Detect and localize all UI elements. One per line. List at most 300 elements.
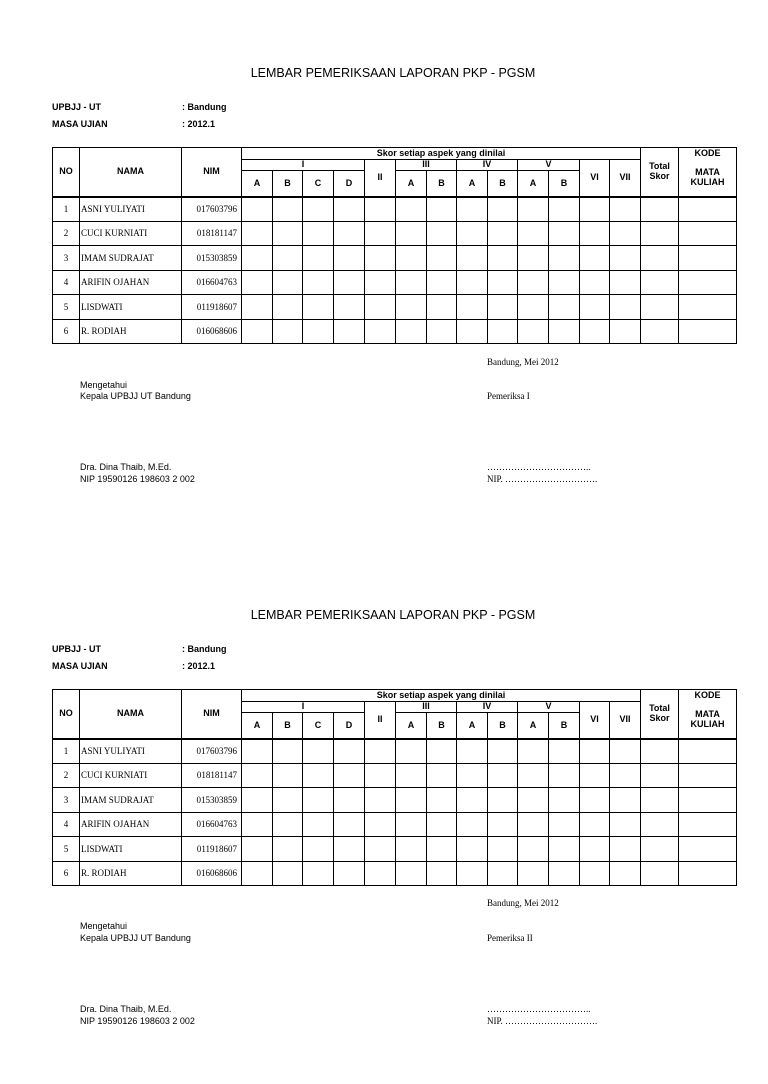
table-row — [53, 197, 737, 222]
score-cell[interactable] — [273, 221, 303, 246]
score-cell[interactable] — [334, 861, 365, 886]
score-cell[interactable] — [273, 319, 303, 344]
table-body — [53, 197, 737, 344]
score-cell[interactable] — [303, 295, 334, 320]
score-cell[interactable] — [303, 270, 334, 295]
row-nim-cell: 017603796 — [182, 739, 242, 764]
score-cell[interactable] — [273, 197, 303, 222]
score-cell[interactable] — [365, 221, 396, 246]
score-cell[interactable] — [242, 763, 273, 788]
score-cell[interactable] — [488, 197, 518, 222]
score-cell[interactable] — [610, 319, 641, 344]
sub-header: A — [396, 713, 427, 739]
score-cell[interactable] — [457, 270, 488, 295]
score-cell[interactable] — [273, 788, 303, 813]
sub-header: B — [427, 713, 457, 739]
score-cell[interactable] — [549, 221, 580, 246]
row-nama-cell: R. RODIAH — [80, 319, 182, 344]
sub-header: A — [242, 171, 273, 197]
sub-header: A — [457, 171, 488, 197]
score-cell[interactable] — [610, 221, 641, 246]
score-cell[interactable] — [427, 788, 457, 813]
aspect-vi-header: VI — [580, 160, 610, 197]
row-no-cell: 3 — [53, 788, 80, 813]
score-cell[interactable] — [457, 246, 488, 271]
score-cell[interactable] — [641, 221, 679, 246]
score-cell[interactable] — [242, 295, 273, 320]
masa-value: : 2012.1 — [182, 661, 216, 671]
score-cell[interactable] — [679, 319, 737, 344]
score-cell[interactable] — [580, 246, 610, 271]
signer-nip: NIP 19590126 198603 2 002 — [80, 1016, 195, 1026]
score-cell[interactable] — [334, 221, 365, 246]
score-cell[interactable] — [273, 270, 303, 295]
row-nim-cell: 015303859 — [182, 788, 242, 813]
sheet-2 — [0, 542, 768, 1084]
sub-header: B — [273, 171, 303, 197]
score-cell[interactable] — [549, 763, 580, 788]
score-cell[interactable] — [457, 861, 488, 886]
table-row — [53, 270, 737, 295]
score-cell[interactable] — [549, 812, 580, 837]
score-cell[interactable] — [549, 270, 580, 295]
score-cell[interactable] — [610, 788, 641, 813]
score-cell[interactable] — [488, 319, 518, 344]
table-row — [53, 763, 737, 788]
score-cell[interactable] — [610, 861, 641, 886]
row-nama-cell: IMAM SUDRAJAT — [80, 788, 182, 813]
row-nim-cell: 016604763 — [182, 270, 242, 295]
score-table — [52, 689, 737, 886]
aspect-iv-header: IV — [457, 160, 518, 171]
score-cell[interactable] — [242, 788, 273, 813]
score-cell[interactable] — [641, 763, 679, 788]
score-cell[interactable] — [396, 270, 427, 295]
score-cell[interactable] — [549, 861, 580, 886]
score-cell[interactable] — [610, 763, 641, 788]
score-cell[interactable] — [242, 861, 273, 886]
score-cell[interactable] — [365, 246, 396, 271]
aspect-ii-header: II — [365, 160, 396, 197]
aspect-iii-header: III — [396, 702, 457, 713]
table-body — [53, 739, 737, 886]
score-cell[interactable] — [518, 295, 549, 320]
kepala-label: Kepala UPBJJ UT Bandung — [80, 391, 191, 401]
score-cell[interactable] — [488, 837, 518, 862]
table-row — [53, 221, 737, 246]
score-cell[interactable] — [641, 295, 679, 320]
score-cell[interactable] — [396, 246, 427, 271]
score-cell[interactable] — [457, 812, 488, 837]
score-cell[interactable] — [549, 739, 580, 764]
score-cell[interactable] — [427, 270, 457, 295]
score-cell[interactable] — [679, 270, 737, 295]
score-cell[interactable] — [518, 197, 549, 222]
score-cell[interactable] — [679, 788, 737, 813]
row-no-cell: 4 — [53, 812, 80, 837]
score-cell[interactable] — [580, 861, 610, 886]
masa-label: MASA UJIAN — [52, 119, 108, 129]
score-cell[interactable] — [457, 295, 488, 320]
score-cell[interactable] — [457, 837, 488, 862]
score-cell[interactable] — [518, 221, 549, 246]
row-nim-cell: 016068606 — [182, 319, 242, 344]
aspect-vii-header: VII — [610, 702, 641, 739]
mata-kuliah-header: MATA KULIAH — [679, 702, 737, 739]
score-cell[interactable] — [396, 812, 427, 837]
score-cell[interactable] — [396, 197, 427, 222]
score-cell[interactable] — [518, 739, 549, 764]
row-nim-cell: 015303859 — [182, 246, 242, 271]
masa-label: MASA UJIAN — [52, 661, 108, 671]
score-cell[interactable] — [580, 739, 610, 764]
score-cell[interactable] — [679, 812, 737, 837]
row-nama-cell: LISDWATI — [80, 295, 182, 320]
masa-value: : 2012.1 — [182, 119, 216, 129]
score-cell[interactable] — [427, 319, 457, 344]
row-no-cell: 2 — [53, 763, 80, 788]
score-cell[interactable] — [488, 788, 518, 813]
mengetahui-label: Mengetahui — [80, 380, 128, 390]
row-nim-cell: 011918607 — [182, 295, 242, 320]
score-cell[interactable] — [273, 812, 303, 837]
table-row — [53, 295, 737, 320]
row-no-cell: 5 — [53, 295, 80, 320]
score-cell[interactable] — [273, 739, 303, 764]
row-nama-cell: CUCI KURNIATI — [80, 221, 182, 246]
score-cell[interactable] — [334, 788, 365, 813]
score-cell[interactable] — [334, 246, 365, 271]
score-cell[interactable] — [549, 837, 580, 862]
sub-header: C — [303, 171, 334, 197]
row-nama-cell: CUCI KURNIATI — [80, 763, 182, 788]
score-cell[interactable] — [334, 739, 365, 764]
score-cell[interactable] — [641, 739, 679, 764]
page-title: LEMBAR PEMERIKSAAN LAPORAN PKP - PGSM — [250, 66, 536, 80]
score-cell[interactable] — [549, 197, 580, 222]
score-cell[interactable] — [273, 246, 303, 271]
score-cell[interactable] — [365, 319, 396, 344]
total-skor-header: Total Skor — [641, 690, 679, 739]
score-cell[interactable] — [334, 837, 365, 862]
sub-header: B — [549, 171, 580, 197]
score-cell[interactable] — [427, 246, 457, 271]
score-cell[interactable] — [242, 246, 273, 271]
score-cell[interactable] — [641, 837, 679, 862]
score-cell[interactable] — [488, 221, 518, 246]
score-cell[interactable] — [488, 763, 518, 788]
score-cell[interactable] — [580, 812, 610, 837]
score-cell[interactable] — [303, 763, 334, 788]
score-cell[interactable] — [334, 197, 365, 222]
upbjj-label: UPBJJ - UT — [52, 644, 102, 654]
aspect-vii-header: VII — [610, 160, 641, 197]
table-row — [53, 812, 737, 837]
score-cell[interactable] — [518, 812, 549, 837]
score-cell[interactable] — [518, 319, 549, 344]
sub-header: B — [273, 713, 303, 739]
row-no-cell: 6 — [53, 861, 80, 886]
sub-header: B — [488, 713, 518, 739]
score-cell[interactable] — [641, 812, 679, 837]
col-no-header: NO — [53, 690, 80, 739]
aspect-v-header: V — [518, 702, 580, 713]
skor-header: Skor setiap aspek yang dinilai — [242, 148, 641, 160]
sub-header: A — [518, 713, 549, 739]
score-cell[interactable] — [457, 319, 488, 344]
aspect-vi-header: VI — [580, 702, 610, 739]
upbjj-value: : Bandung — [182, 102, 227, 112]
score-cell[interactable] — [518, 270, 549, 295]
score-cell[interactable] — [242, 197, 273, 222]
pemeriksa-label: Pemeriksa I — [487, 391, 530, 401]
row-no-cell: 3 — [53, 246, 80, 271]
sub-header: A — [457, 713, 488, 739]
score-cell[interactable] — [679, 763, 737, 788]
score-cell[interactable] — [549, 788, 580, 813]
table-row — [53, 861, 737, 886]
score-cell[interactable] — [365, 788, 396, 813]
row-no-cell: 5 — [53, 837, 80, 862]
score-cell[interactable] — [580, 295, 610, 320]
score-cell[interactable] — [427, 837, 457, 862]
score-cell[interactable] — [488, 295, 518, 320]
aspect-v-header: V — [518, 160, 580, 171]
row-no-cell: 1 — [53, 197, 80, 222]
score-cell[interactable] — [303, 812, 334, 837]
table-row — [53, 246, 737, 271]
row-no-cell: 6 — [53, 319, 80, 344]
row-nim-cell: 011918607 — [182, 837, 242, 862]
row-nama-cell: ASNI YULIYATI — [80, 739, 182, 764]
score-cell[interactable] — [488, 246, 518, 271]
blank-nip-line: NIP. …………………………. — [487, 474, 598, 484]
col-nim-header: NIM — [182, 690, 242, 739]
row-nim-cell: 018181147 — [182, 763, 242, 788]
row-nama-cell: LISDWATI — [80, 837, 182, 862]
sub-header: B — [549, 713, 580, 739]
score-cell[interactable] — [334, 763, 365, 788]
score-cell[interactable] — [303, 197, 334, 222]
upbjj-label: UPBJJ - UT — [52, 102, 102, 112]
score-cell[interactable] — [518, 861, 549, 886]
mengetahui-label: Mengetahui — [80, 921, 128, 931]
page-title: LEMBAR PEMERIKSAAN LAPORAN PKP - PGSM — [250, 608, 536, 622]
score-cell[interactable] — [580, 837, 610, 862]
score-cell[interactable] — [427, 197, 457, 222]
score-cell[interactable] — [488, 739, 518, 764]
sub-header: C — [303, 713, 334, 739]
score-cell[interactable] — [610, 295, 641, 320]
score-cell[interactable] — [641, 270, 679, 295]
score-cell[interactable] — [242, 812, 273, 837]
col-nama-header: NAMA — [80, 148, 182, 197]
score-cell[interactable] — [610, 197, 641, 222]
score-cell[interactable] — [303, 739, 334, 764]
score-cell[interactable] — [641, 197, 679, 222]
skor-header: Skor setiap aspek yang dinilai — [242, 690, 641, 702]
score-cell[interactable] — [679, 861, 737, 886]
row-nama-cell: ASNI YULIYATI — [80, 197, 182, 222]
aspect-ii-header: II — [365, 702, 396, 739]
blank-name-line: …………………………….. — [487, 1004, 591, 1014]
score-cell[interactable] — [396, 295, 427, 320]
score-cell[interactable] — [679, 197, 737, 222]
score-cell[interactable] — [610, 739, 641, 764]
place-date: Bandung, Mei 2012 — [487, 898, 559, 908]
score-cell[interactable] — [518, 788, 549, 813]
row-nim-cell: 018181147 — [182, 221, 242, 246]
score-cell[interactable] — [303, 861, 334, 886]
table-row — [53, 837, 737, 862]
score-cell[interactable] — [518, 763, 549, 788]
score-cell[interactable] — [641, 319, 679, 344]
place-date: Bandung, Mei 2012 — [487, 357, 559, 367]
score-cell[interactable] — [334, 295, 365, 320]
score-cell[interactable] — [242, 739, 273, 764]
score-cell[interactable] — [365, 739, 396, 764]
score-cell[interactable] — [457, 197, 488, 222]
score-cell[interactable] — [549, 295, 580, 320]
score-cell[interactable] — [641, 788, 679, 813]
score-cell[interactable] — [610, 246, 641, 271]
score-cell[interactable] — [488, 812, 518, 837]
score-cell[interactable] — [518, 246, 549, 271]
score-cell[interactable] — [580, 221, 610, 246]
score-cell[interactable] — [365, 837, 396, 862]
score-cell[interactable] — [396, 739, 427, 764]
aspect-i-header: I — [242, 160, 365, 171]
table-row — [53, 739, 737, 764]
score-cell[interactable] — [679, 837, 737, 862]
row-nama-cell: R. RODIAH — [80, 861, 182, 886]
score-cell[interactable] — [641, 861, 679, 886]
score-cell[interactable] — [427, 221, 457, 246]
score-cell[interactable] — [242, 837, 273, 862]
sub-header: A — [518, 171, 549, 197]
sub-header: A — [242, 713, 273, 739]
score-cell[interactable] — [396, 763, 427, 788]
score-cell[interactable] — [679, 221, 737, 246]
aspect-iii-header: III — [396, 160, 457, 171]
score-cell[interactable] — [427, 763, 457, 788]
score-cell[interactable] — [488, 861, 518, 886]
signer-nip: NIP 19590126 198603 2 002 — [80, 474, 195, 484]
signer-name: Dra. Dina Thaib, M.Ed. — [80, 462, 172, 472]
score-cell[interactable] — [303, 319, 334, 344]
kepala-label: Kepala UPBJJ UT Bandung — [80, 933, 191, 943]
score-cell[interactable] — [580, 788, 610, 813]
score-cell[interactable] — [488, 270, 518, 295]
score-cell[interactable] — [303, 837, 334, 862]
sub-header: B — [488, 171, 518, 197]
score-cell[interactable] — [580, 763, 610, 788]
score-cell[interactable] — [518, 837, 549, 862]
sub-header: B — [427, 171, 457, 197]
score-cell[interactable] — [427, 295, 457, 320]
score-cell[interactable] — [679, 739, 737, 764]
score-cell[interactable] — [457, 739, 488, 764]
score-cell[interactable] — [457, 788, 488, 813]
score-cell[interactable] — [396, 837, 427, 862]
score-cell[interactable] — [365, 812, 396, 837]
score-cell[interactable] — [303, 221, 334, 246]
score-cell[interactable] — [365, 861, 396, 886]
score-cell[interactable] — [427, 739, 457, 764]
score-cell[interactable] — [549, 246, 580, 271]
score-cell[interactable] — [242, 270, 273, 295]
score-cell[interactable] — [396, 319, 427, 344]
score-cell[interactable] — [580, 270, 610, 295]
score-cell[interactable] — [365, 197, 396, 222]
total-skor-header: Total Skor — [641, 148, 679, 197]
mata-kuliah-header: MATA KULIAH — [679, 160, 737, 197]
sub-header: D — [334, 713, 365, 739]
col-no-header: NO — [53, 148, 80, 197]
blank-name-line: …………………………….. — [487, 462, 591, 472]
sub-header: D — [334, 171, 365, 197]
score-cell[interactable] — [610, 270, 641, 295]
score-cell[interactable] — [334, 812, 365, 837]
sub-header: A — [396, 171, 427, 197]
row-nama-cell: IMAM SUDRAJAT — [80, 246, 182, 271]
kode-header: KODE — [679, 148, 737, 160]
score-cell[interactable] — [549, 319, 580, 344]
score-cell[interactable] — [457, 221, 488, 246]
score-cell[interactable] — [427, 861, 457, 886]
score-cell[interactable] — [610, 837, 641, 862]
score-cell[interactable] — [641, 246, 679, 271]
score-cell[interactable] — [334, 319, 365, 344]
score-cell[interactable] — [457, 763, 488, 788]
blank-nip-line: NIP. …………………………. — [487, 1016, 598, 1026]
score-cell[interactable] — [396, 221, 427, 246]
score-cell[interactable] — [365, 295, 396, 320]
pemeriksa-label: Pemeriksa II — [487, 933, 533, 943]
score-cell[interactable] — [273, 295, 303, 320]
score-cell[interactable] — [273, 763, 303, 788]
score-cell[interactable] — [273, 837, 303, 862]
row-nama-cell: ARIFIN OJAHAN — [80, 270, 182, 295]
signer-name: Dra. Dina Thaib, M.Ed. — [80, 1004, 172, 1014]
score-cell[interactable] — [679, 295, 737, 320]
aspect-iv-header: IV — [457, 702, 518, 713]
score-cell[interactable] — [679, 246, 737, 271]
table-row — [53, 319, 737, 344]
row-nim-cell: 017603796 — [182, 197, 242, 222]
aspect-i-header: I — [242, 702, 365, 713]
upbjj-value: : Bandung — [182, 644, 227, 654]
score-cell[interactable] — [580, 197, 610, 222]
score-cell[interactable] — [242, 221, 273, 246]
score-cell[interactable] — [303, 246, 334, 271]
score-cell[interactable] — [334, 270, 365, 295]
row-nim-cell: 016604763 — [182, 812, 242, 837]
score-cell[interactable] — [365, 270, 396, 295]
score-cell[interactable] — [396, 788, 427, 813]
score-cell[interactable] — [242, 319, 273, 344]
score-cell[interactable] — [273, 861, 303, 886]
score-cell[interactable] — [365, 763, 396, 788]
row-nama-cell: ARIFIN OJAHAN — [80, 812, 182, 837]
score-cell[interactable] — [427, 812, 457, 837]
score-cell[interactable] — [580, 319, 610, 344]
row-no-cell: 2 — [53, 221, 80, 246]
score-cell[interactable] — [396, 861, 427, 886]
score-cell[interactable] — [610, 812, 641, 837]
score-cell[interactable] — [303, 788, 334, 813]
col-nama-header: NAMA — [80, 690, 182, 739]
